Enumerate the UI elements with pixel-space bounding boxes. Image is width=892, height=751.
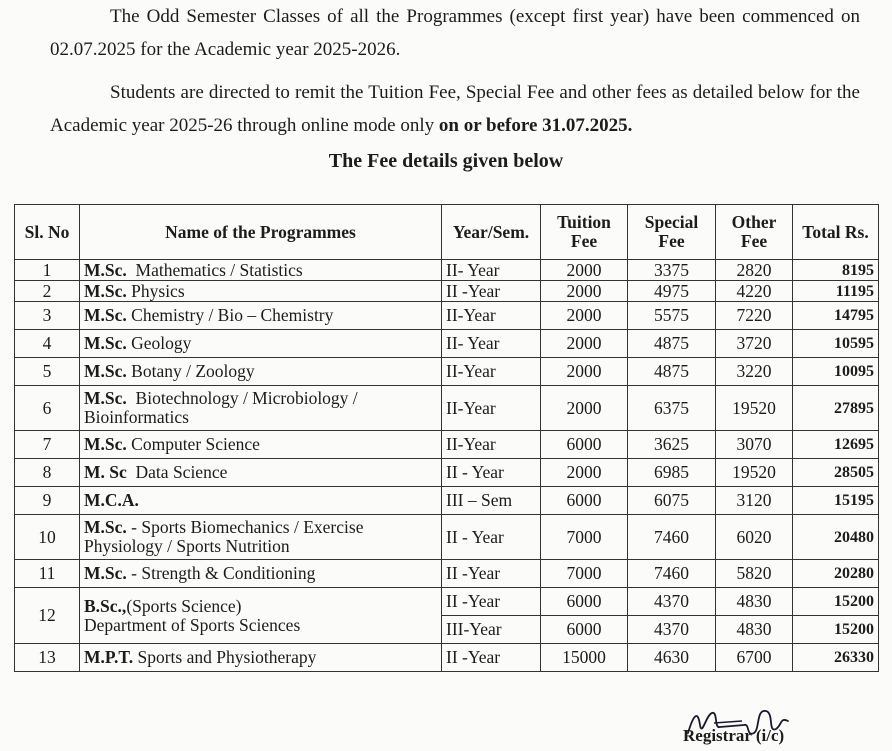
programme-name: (Sports Science) — [126, 595, 242, 616]
header-special-fee: Special Fee — [628, 205, 716, 260]
table-row — [15, 358, 879, 386]
deadline-text: on or before 31.07.2025. — [438, 115, 633, 136]
table-row — [15, 588, 879, 616]
total-cell: 15200 — [793, 616, 879, 644]
sl-no-cell: 2 — [15, 281, 80, 302]
tuition-fee-cell: 2000 — [541, 281, 628, 302]
year-cell: II - Year — [442, 515, 541, 560]
programme-name: Botany / Zoology — [131, 361, 255, 381]
programme-name-line-2: Bioinformatics — [84, 407, 189, 427]
tuition-fee-cell: 15000 — [541, 644, 628, 672]
programme-name-line-1 — [84, 518, 437, 537]
year-cell: II -Year — [442, 644, 541, 672]
special-fee-cell: 4875 — [628, 358, 716, 386]
sl-no-cell: 7 — [15, 431, 80, 459]
other-fee-cell: 4830 — [716, 616, 793, 644]
special-fee-cell: 4975 — [628, 281, 716, 302]
special-fee-cell: 4630 — [628, 644, 716, 672]
table-row — [15, 487, 879, 515]
tuition-fee-cell: 7000 — [541, 560, 628, 588]
programme-cell — [80, 281, 442, 302]
degree-label: M.Sc. — [84, 305, 127, 325]
table-header-row — [15, 205, 879, 260]
total-cell: 28505 — [793, 459, 879, 487]
header-other-fee: Other Fee — [716, 205, 793, 260]
year-cell: II - Year — [442, 459, 541, 487]
sl-no-cell: 1 — [15, 260, 80, 281]
degree-label: M.P.T. — [84, 647, 134, 667]
programme-name: - Sports Biomechanics / Exercise — [131, 517, 364, 537]
other-fee-cell: 5820 — [716, 560, 793, 588]
tuition-fee-cell: 7000 — [541, 515, 628, 560]
special-fee-cell: 7460 — [628, 560, 716, 588]
other-fee-cell: 19520 — [716, 386, 793, 431]
other-fee-cell: 4220 — [716, 281, 793, 302]
year-cell: II-Year — [442, 302, 541, 330]
header-sl-no: Sl. No — [15, 205, 80, 260]
programme-cell — [80, 515, 442, 560]
header-total: Total Rs. — [793, 205, 879, 260]
other-fee-cell: 3220 — [716, 358, 793, 386]
other-fee-cell: 4830 — [716, 588, 793, 616]
degree-label: M.Sc. — [84, 563, 127, 583]
intro-paragraph-1: The Odd Semester Classes of all the Programmes (except first year) have been commenced on 02.07.2025 for the Academic year 2025-2026. — [50, 6, 860, 60]
table-row — [15, 560, 879, 588]
table-row — [15, 431, 879, 459]
table-row — [15, 330, 879, 358]
year-cell: II-Year — [442, 431, 541, 459]
year-cell: II- Year — [442, 330, 541, 358]
programme-name: Mathematics / Statistics — [135, 259, 303, 280]
degree-label: M.Sc. — [84, 434, 127, 454]
header-year-sem: Year/Sem. — [442, 205, 541, 260]
special-fee-cell: 3625 — [628, 431, 716, 459]
programme-name: Computer Science — [131, 434, 260, 454]
sl-no-cell: 6 — [15, 386, 80, 431]
table-row — [15, 459, 879, 487]
other-fee-cell: 6700 — [716, 644, 793, 672]
table-row — [15, 386, 879, 431]
special-fee-cell: 3375 — [628, 260, 716, 281]
total-cell: 14795 — [793, 302, 879, 330]
programme-name: Data Science — [135, 462, 228, 482]
total-cell: 27895 — [793, 386, 879, 431]
sl-no-cell: 9 — [15, 487, 80, 515]
special-fee-cell: 6985 — [628, 459, 716, 487]
special-fee-cell: 4370 — [628, 588, 716, 616]
tuition-fee-cell: 2000 — [541, 386, 628, 431]
tuition-fee-cell: 2000 — [541, 330, 628, 358]
other-fee-cell: 6020 — [716, 515, 793, 560]
tuition-fee-cell: 6000 — [541, 616, 628, 644]
year-cell: II -Year — [442, 560, 541, 588]
special-fee-cell: 6075 — [628, 487, 716, 515]
programme-cell — [80, 560, 442, 588]
sl-no-cell: 13 — [15, 644, 80, 672]
programme-cell — [80, 644, 442, 672]
programme-cell — [80, 459, 442, 487]
special-fee-cell: 4370 — [628, 616, 716, 644]
programme-cell — [80, 386, 442, 431]
year-cell: II- Year — [442, 260, 541, 281]
programme-name: Physics — [131, 280, 185, 301]
other-fee-cell: 3120 — [716, 487, 793, 515]
degree-label: B.Sc., — [84, 595, 127, 616]
total-cell: 20280 — [793, 560, 879, 588]
programme-name: - Strength & Conditioning — [131, 563, 316, 583]
programme-cell — [80, 260, 442, 281]
programme-name: Biotechnology / Microbiology / — [135, 388, 358, 408]
other-fee-cell: 2820 — [716, 260, 793, 281]
table-row — [15, 644, 879, 672]
sl-no-cell: 5 — [15, 358, 80, 386]
programme-name-line-2: Department of Sports Sciences — [84, 614, 301, 635]
tuition-fee-cell: 2000 — [541, 302, 628, 330]
tuition-fee-cell: 6000 — [541, 431, 628, 459]
sl-no-cell: 3 — [15, 302, 80, 330]
total-cell: 10095 — [793, 358, 879, 386]
degree-label: M. Sc — [84, 462, 127, 482]
degree-label: M.Sc. — [84, 361, 127, 381]
degree-label: M.Sc. — [84, 333, 127, 353]
programme-cell — [80, 487, 442, 515]
year-cell: II -Year — [442, 281, 541, 302]
special-fee-cell: 5575 — [628, 302, 716, 330]
fee-table — [14, 204, 879, 672]
total-cell: 11195 — [793, 281, 879, 302]
other-fee-cell: 3070 — [716, 431, 793, 459]
header-programme: Name of the Programmes — [80, 205, 442, 260]
other-fee-cell: 7220 — [716, 302, 793, 330]
fee-details-heading: The Fee details given below — [328, 150, 564, 172]
degree-label: M.Sc. — [84, 280, 127, 301]
sl-no-cell: 4 — [15, 330, 80, 358]
sl-no-cell: 11 — [15, 560, 80, 588]
total-cell: 15195 — [793, 487, 879, 515]
year-cell: II-Year — [442, 358, 541, 386]
tuition-fee-cell: 6000 — [541, 487, 628, 515]
programme-cell — [80, 588, 442, 644]
total-cell: 8195 — [793, 260, 879, 281]
intro-paragraph-2-text: Students are directed to remit the Tuition Fee, Special Fee and other fees as detailed below for the Academic year 2025-26 through online mode only — [50, 82, 860, 136]
tuition-fee-cell: 2000 — [541, 459, 628, 487]
total-cell: 15200 — [793, 588, 879, 616]
programme-cell — [80, 358, 442, 386]
registrar-label: Registrar (i/c) — [683, 726, 785, 745]
degree-label: M.C.A. — [84, 490, 139, 510]
programme-name: Chemistry / Bio – Chemistry — [131, 305, 334, 325]
tuition-fee-cell: 6000 — [541, 588, 628, 616]
total-cell: 26330 — [793, 644, 879, 672]
programme-cell — [80, 431, 442, 459]
special-fee-cell: 4875 — [628, 330, 716, 358]
intro-paragraph-2 — [50, 76, 860, 142]
programme-name: Geology — [131, 333, 192, 353]
table-row — [15, 281, 879, 302]
programme-name: Sports and Physiotherapy — [137, 647, 317, 667]
programme-cell — [80, 330, 442, 358]
other-fee-cell: 19520 — [716, 459, 793, 487]
total-cell: 20480 — [793, 515, 879, 560]
tuition-fee-cell: 2000 — [541, 358, 628, 386]
other-fee-cell: 3720 — [716, 330, 793, 358]
special-fee-cell: 7460 — [628, 515, 716, 560]
year-cell: III-Year — [442, 616, 541, 644]
year-cell: III – Sem — [442, 487, 541, 515]
table-row — [15, 260, 879, 281]
header-tuition-fee: Tuition Fee — [541, 205, 628, 260]
year-cell: II-Year — [442, 386, 541, 431]
tuition-fee-cell: 2000 — [541, 260, 628, 281]
sl-no-cell: 12 — [15, 588, 80, 644]
table-row — [15, 302, 879, 330]
total-cell: 12695 — [793, 431, 879, 459]
degree-label: M.Sc. — [84, 388, 127, 408]
total-cell: 10595 — [793, 330, 879, 358]
sl-no-cell: 8 — [15, 459, 80, 487]
programme-name-line-2: Physiology / Sports Nutrition — [84, 536, 290, 556]
sl-no-cell: 10 — [15, 515, 80, 560]
degree-label: M.Sc. — [84, 517, 127, 537]
degree-label: M.Sc. — [84, 259, 127, 280]
special-fee-cell: 6375 — [628, 386, 716, 431]
table-row — [15, 515, 879, 560]
programme-cell — [80, 302, 442, 330]
year-cell: II -Year — [442, 588, 541, 616]
